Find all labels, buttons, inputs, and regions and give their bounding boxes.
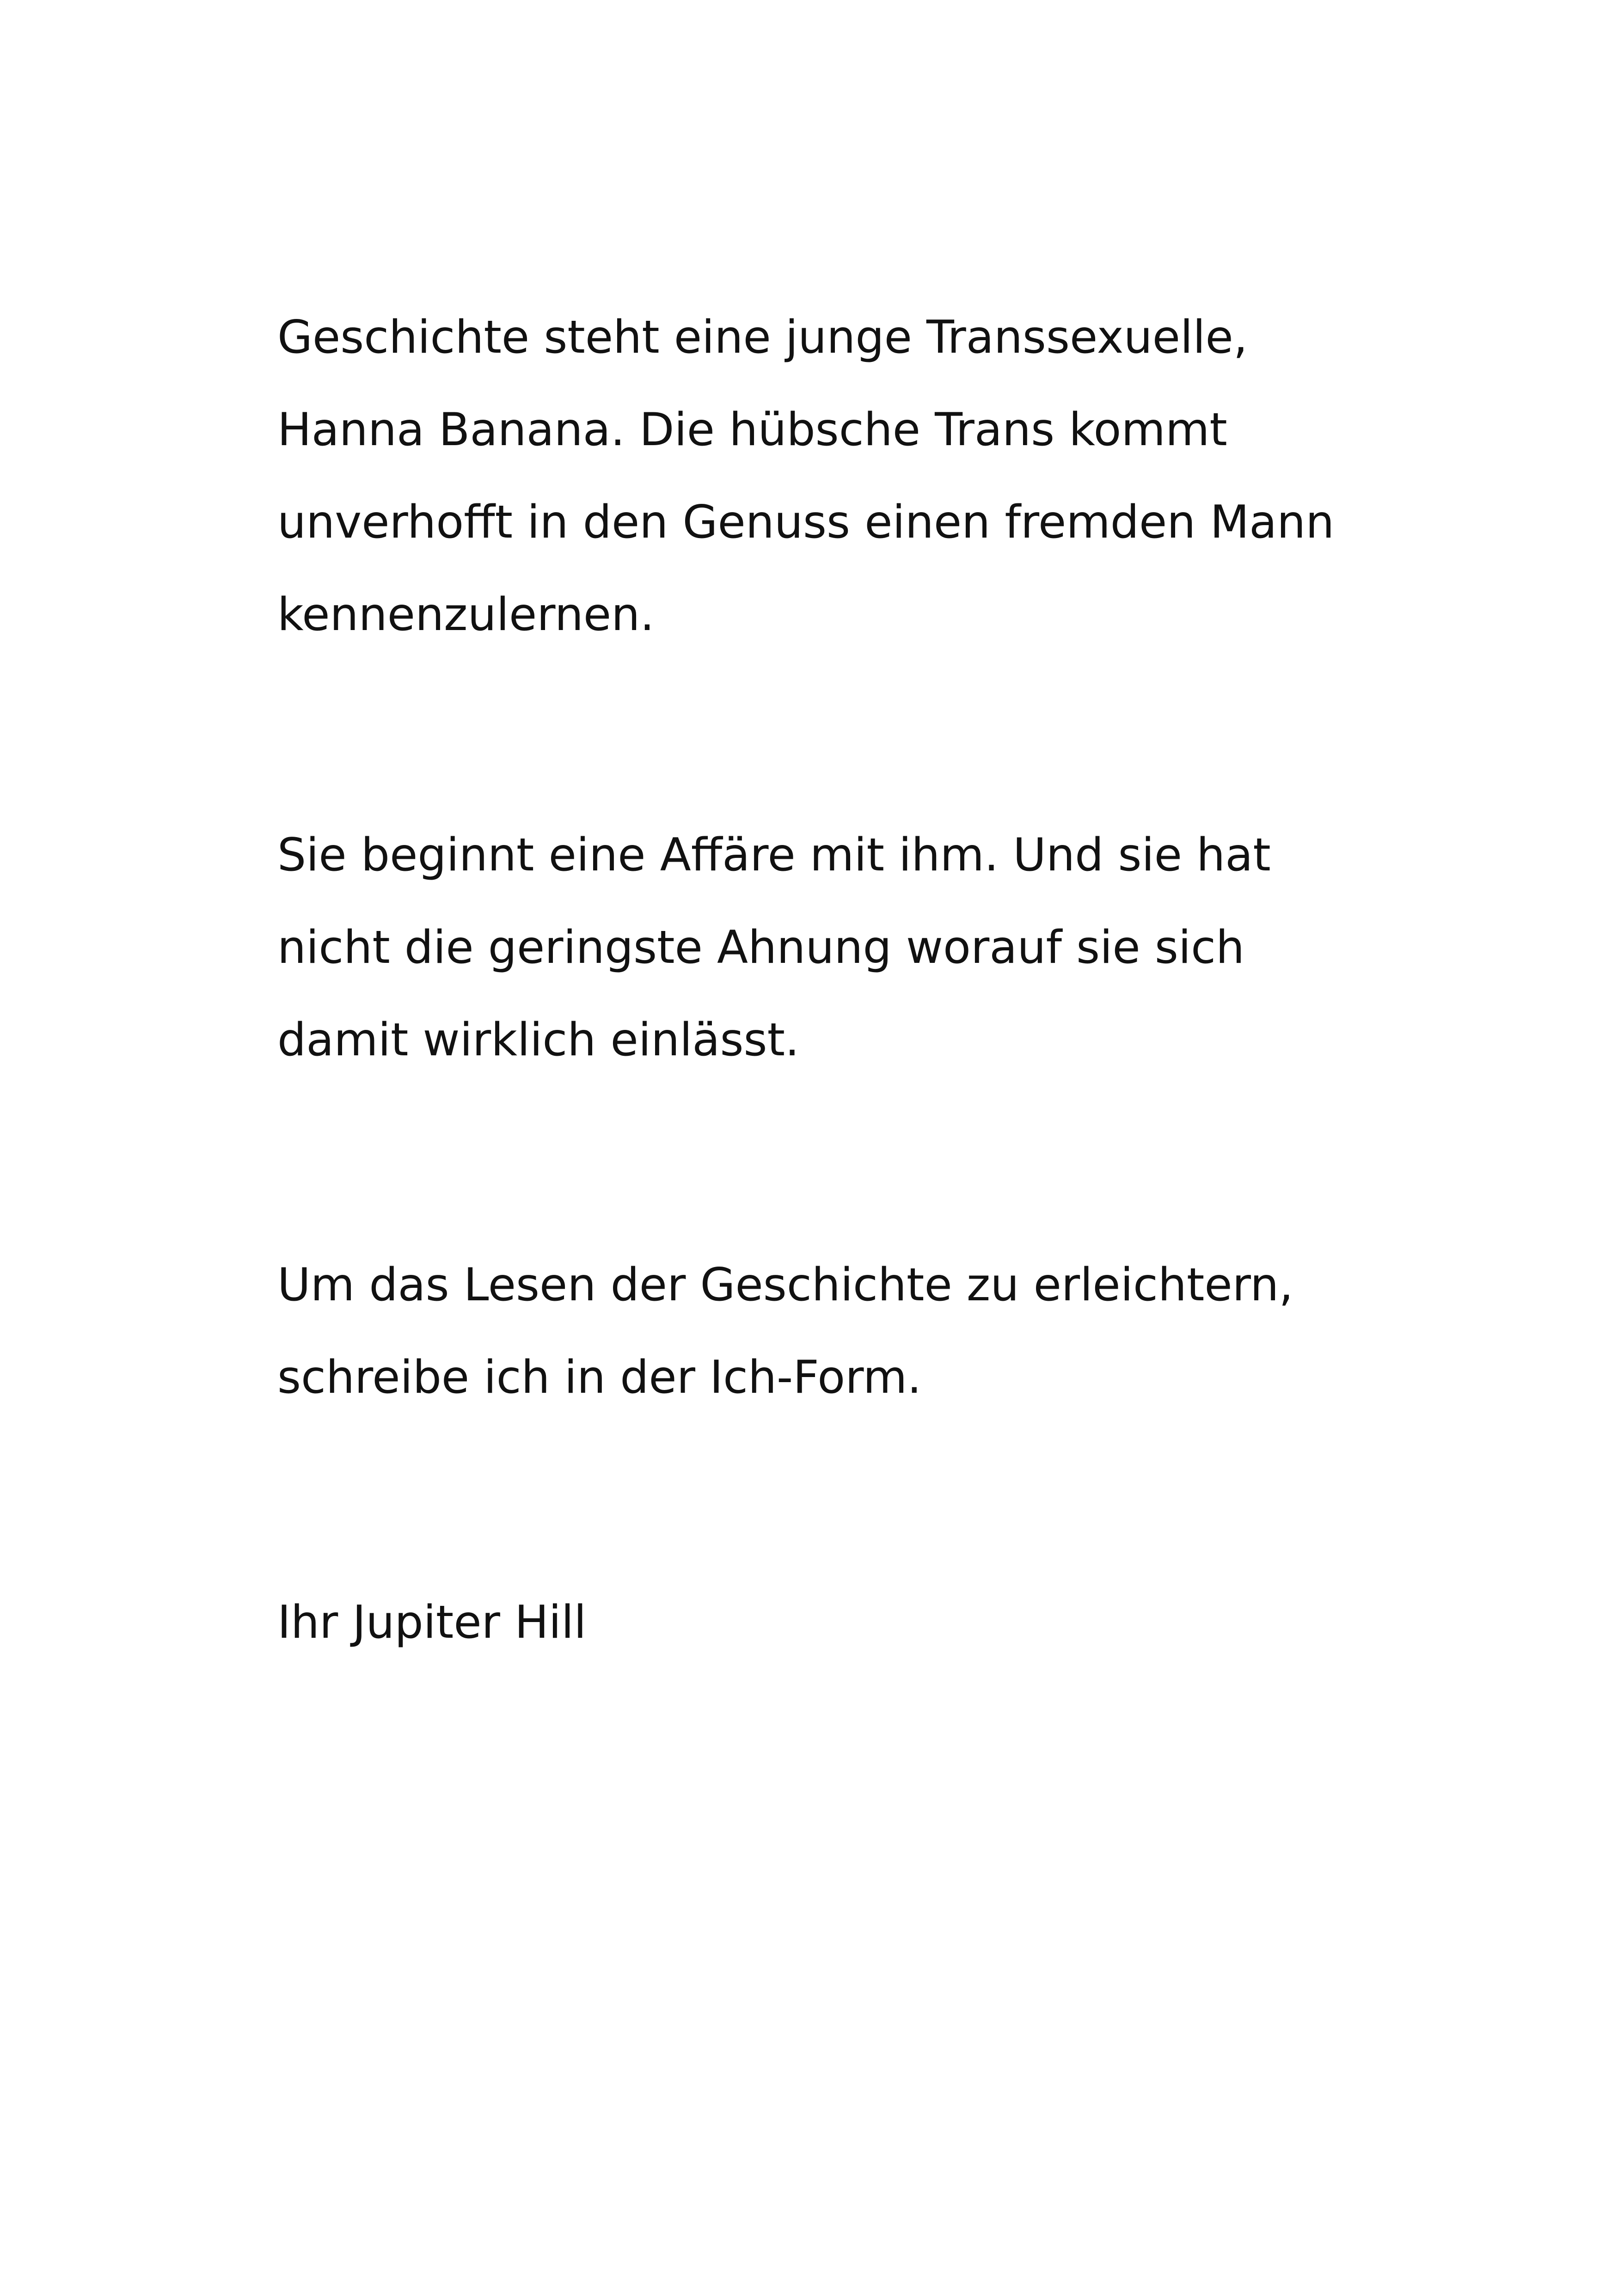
paragraph-line: Um das Lesen der Geschichte zu erleichtern, [277, 1259, 1293, 1311]
paragraph-affair [277, 809, 1387, 1086]
paragraph-intro [277, 291, 1387, 661]
paragraph-reading-note [277, 1239, 1387, 1424]
paragraph-line: schreibe ich in der Ich-Form. [277, 1351, 922, 1404]
paragraph-line: unverhofft in den Genuss einen fremden Mann [277, 496, 1335, 549]
paragraph-line: kennenzulernen. [277, 588, 655, 641]
author-signature [277, 1576, 1387, 1669]
paragraph-line: damit wirklich einlässt. [277, 1014, 800, 1066]
paragraph-line: Hanna Banana. Die hübsche Trans kommt [277, 404, 1227, 456]
signature-line: Ihr Jupiter Hill [277, 1596, 587, 1649]
paragraph-line: nicht die geringste Ahnung worauf sie sich [277, 921, 1245, 974]
paragraph-line: Geschichte steht eine junge Transsexuelle, [277, 311, 1248, 364]
paragraph-line: Sie beginnt eine Affäre mit ihm. Und sie hat [277, 829, 1271, 882]
